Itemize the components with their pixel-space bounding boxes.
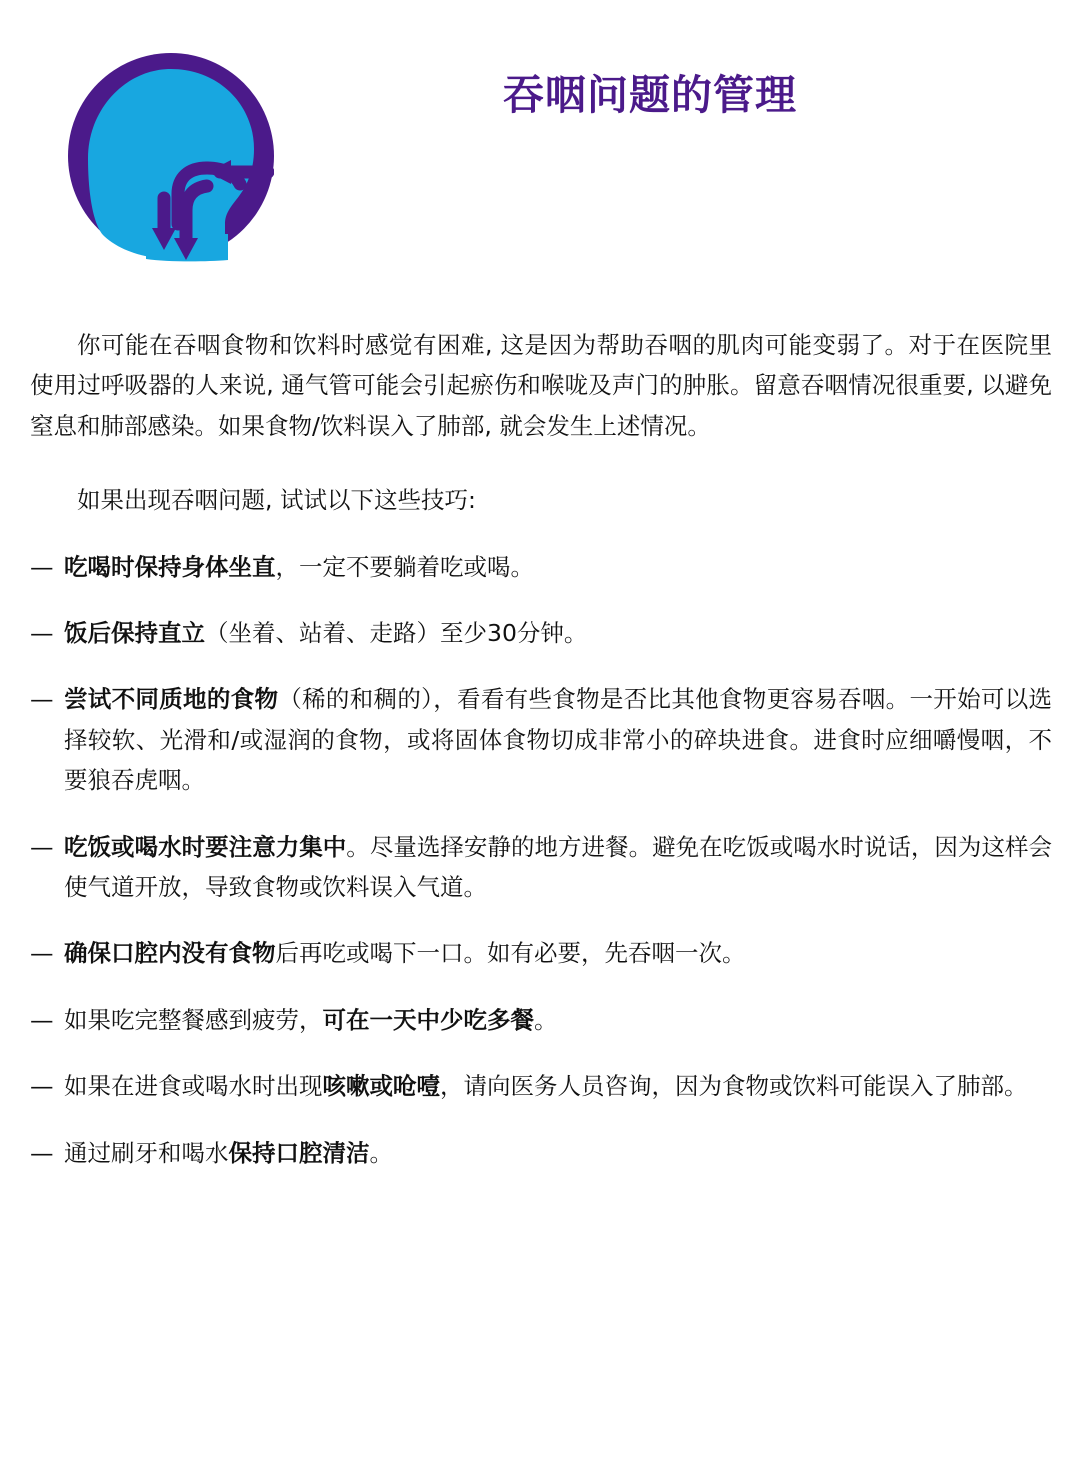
tip-dash-marker: — (30, 552, 54, 581)
head-swallowing-arrows-icon (68, 48, 274, 264)
tip-text: ，一定不要躺着吃或喝。 (275, 552, 534, 581)
tip-emphasis-text: 确保口腔内没有食物 (64, 939, 276, 968)
tip-emphasis-text: 饭后保持直立 (64, 619, 205, 648)
tips-list (30, 547, 1052, 1173)
tip-emphasis-text: 保持口腔清洁 (228, 1138, 370, 1167)
tip-item (30, 827, 1052, 908)
tip-text: 通过刷牙和喝水 (64, 1138, 229, 1167)
intro-paragraph: 你可能在吞咽食物和饮料时感觉有困难, 这是因为帮助吞咽的肌肉可能变弱了。对于在医院里使用过呼吸器的人来说, 通气管可能会引起瘀伤和喉咙及声门的肿胀。留意吞咽情况很重要, 以避免窒息和肺部感染。如果食物/饮料误入了肺部, 就会发生上述情况。 (30, 331, 1052, 440)
tip-text: 。尽量选择安静的地方进餐。避免在吃饭或喝水时说话，因为这样会使气道开放，导致食物或饮料误入气道。 (64, 832, 1053, 902)
document-header (0, 0, 1080, 270)
document-body (30, 325, 1052, 1199)
tip-text: 如果吃完整餐感到疲劳， (64, 1005, 323, 1034)
tip-dash-marker: — (30, 685, 54, 714)
tip-dash-marker: — (30, 832, 54, 861)
tip-dash-marker: — (30, 939, 54, 968)
lead-in-paragraph: 如果出现吞咽问题, 试试以下这些技巧: (77, 486, 476, 515)
page-title: 吞咽问题的管理 (503, 71, 797, 119)
tip-emphasis-text: 可在一天中少吃多餐 (322, 1005, 534, 1034)
tip-item (30, 679, 1052, 800)
tip-text: ，请向医务人员咨询，因为食物或饮料可能误入了肺部。 (440, 1072, 1028, 1101)
tip-emphasis-text: 吃喝时保持身体坐直 (64, 552, 276, 581)
tip-text: 。 (534, 1005, 558, 1034)
tip-dash-marker: — (30, 1072, 54, 1101)
tip-text: （坐着、站着、走路）至少30分钟。 (205, 619, 588, 648)
tip-item (30, 1066, 1052, 1106)
tip-emphasis-text: 尝试不同质地的食物 (64, 685, 279, 714)
tip-emphasis-text: 咳嗽或呛噎 (322, 1072, 440, 1101)
tip-item (30, 933, 1052, 973)
tip-text: 。 (369, 1138, 393, 1167)
tip-text: 如果在进食或喝水时出现 (64, 1072, 323, 1101)
tip-text: 后再吃或喝下一口。如有必要，先吞咽一次。 (275, 939, 746, 968)
tip-item (30, 1000, 1052, 1040)
tip-dash-marker: — (30, 1138, 54, 1167)
tip-dash-marker: — (30, 619, 54, 648)
tip-text: （稀的和稠的），看看有些食物是否比其他食物更容易吞咽。一开始可以选择较软、光滑和/或湿润的食物，或将固体食物切成非常小的碎块进食。进食时应细嚼慢咽，不要狼吞虎咽。 (64, 685, 1053, 795)
tip-item (30, 1133, 1052, 1173)
tip-emphasis-text: 吃饭或喝水时要注意力集中 (64, 832, 347, 861)
tip-dash-marker: — (30, 1005, 54, 1034)
tip-item (30, 547, 1052, 587)
tip-item (30, 613, 1052, 653)
